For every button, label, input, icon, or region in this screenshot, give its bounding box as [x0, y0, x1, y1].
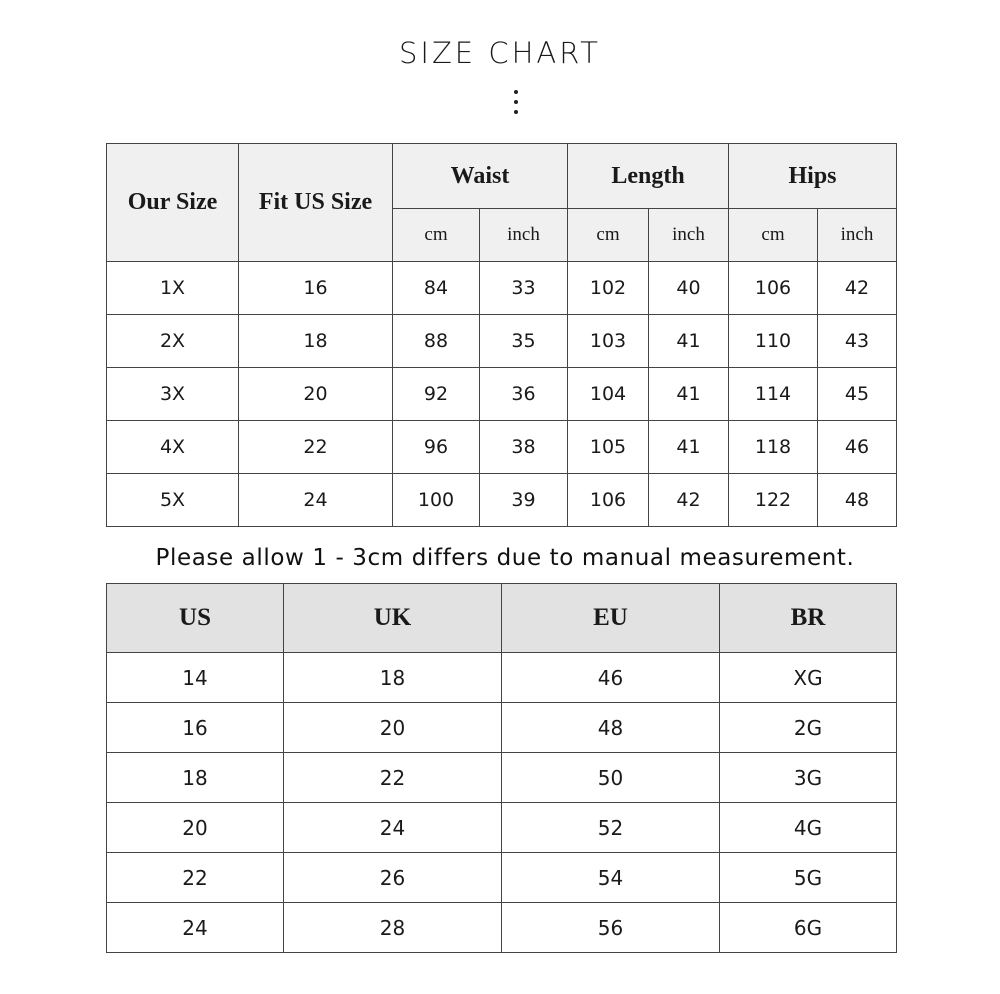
table-cell: 22 [239, 421, 393, 474]
vertical-dots-icon [514, 90, 518, 116]
conversion-table-body [107, 653, 897, 953]
table-cell: 20 [284, 703, 502, 753]
header-unit: cm [568, 209, 649, 262]
table-cell: 20 [239, 368, 393, 421]
header-unit: cm [729, 209, 818, 262]
table-cell: 84 [393, 262, 480, 315]
table-cell: 16 [107, 703, 284, 753]
table-cell: 24 [239, 474, 393, 527]
table-cell: 104 [568, 368, 649, 421]
header-br: BR [720, 584, 897, 653]
table-cell: 42 [818, 262, 897, 315]
size-table [106, 143, 897, 527]
measurement-note: Please allow 1 - 3cm differs due to manual measurement. [155, 545, 855, 571]
table-cell: 106 [729, 262, 818, 315]
table-cell: XG [720, 653, 897, 703]
table-cell: 1X [107, 262, 239, 315]
conversion-table [106, 583, 897, 953]
table-cell: 102 [568, 262, 649, 315]
table-cell: 2X [107, 315, 239, 368]
table-cell: 88 [393, 315, 480, 368]
header-uk: UK [284, 584, 502, 653]
table-cell: 4X [107, 421, 239, 474]
table-cell: 46 [818, 421, 897, 474]
table-cell: 96 [393, 421, 480, 474]
table-cell: 40 [649, 262, 729, 315]
table-row [107, 753, 897, 803]
page-title: SIZE CHART [398, 36, 602, 70]
table-cell: 45 [818, 368, 897, 421]
header-fit-us-size: Fit US Size [239, 144, 393, 262]
table-cell: 38 [480, 421, 568, 474]
table-cell: 18 [239, 315, 393, 368]
header-unit: cm [393, 209, 480, 262]
table-row [107, 653, 897, 703]
header-unit: inch [818, 209, 897, 262]
table-cell: 22 [284, 753, 502, 803]
table-cell: 18 [107, 753, 284, 803]
table-cell: 48 [818, 474, 897, 527]
table-row [107, 853, 897, 903]
header-length: Length [568, 144, 729, 209]
header-unit: inch [480, 209, 568, 262]
table-cell: 3G [720, 753, 897, 803]
size-table-body [107, 262, 897, 527]
table-cell: 2G [720, 703, 897, 753]
table-cell: 122 [729, 474, 818, 527]
header-hips: Hips [729, 144, 897, 209]
table-cell: 43 [818, 315, 897, 368]
table-cell: 39 [480, 474, 568, 527]
table-row [107, 703, 897, 753]
header-unit: inch [649, 209, 729, 262]
table-cell: 18 [284, 653, 502, 703]
table-row [107, 903, 897, 953]
table-cell: 5G [720, 853, 897, 903]
table-cell: 41 [649, 368, 729, 421]
table-cell: 22 [107, 853, 284, 903]
table-cell: 42 [649, 474, 729, 527]
table-cell: 4G [720, 803, 897, 853]
table-cell: 114 [729, 368, 818, 421]
table-cell: 14 [107, 653, 284, 703]
table-cell: 103 [568, 315, 649, 368]
table-cell: 28 [284, 903, 502, 953]
table-row [107, 421, 897, 474]
table-cell: 35 [480, 315, 568, 368]
table-cell: 106 [568, 474, 649, 527]
header-our-size: Our Size [107, 144, 239, 262]
table-cell: 110 [729, 315, 818, 368]
table-row [107, 368, 897, 421]
table-cell: 56 [502, 903, 720, 953]
table-cell: 26 [284, 853, 502, 903]
table-cell: 46 [502, 653, 720, 703]
table-cell: 3X [107, 368, 239, 421]
table-cell: 48 [502, 703, 720, 753]
header-waist: Waist [393, 144, 568, 209]
table-cell: 33 [480, 262, 568, 315]
table-cell: 54 [502, 853, 720, 903]
table-cell: 92 [393, 368, 480, 421]
header-us: US [107, 584, 284, 653]
table-cell: 118 [729, 421, 818, 474]
table-cell: 6G [720, 903, 897, 953]
table-cell: 24 [107, 903, 284, 953]
table-cell: 41 [649, 315, 729, 368]
header-eu: EU [502, 584, 720, 653]
table-row [107, 262, 897, 315]
table-cell: 105 [568, 421, 649, 474]
table-row [107, 474, 897, 527]
table-cell: 100 [393, 474, 480, 527]
table-cell: 41 [649, 421, 729, 474]
table-row [107, 803, 897, 853]
table-row [107, 315, 897, 368]
table-cell: 16 [239, 262, 393, 315]
table-cell: 52 [502, 803, 720, 853]
table-cell: 5X [107, 474, 239, 527]
table-cell: 50 [502, 753, 720, 803]
table-cell: 36 [480, 368, 568, 421]
table-cell: 20 [107, 803, 284, 853]
table-cell: 24 [284, 803, 502, 853]
